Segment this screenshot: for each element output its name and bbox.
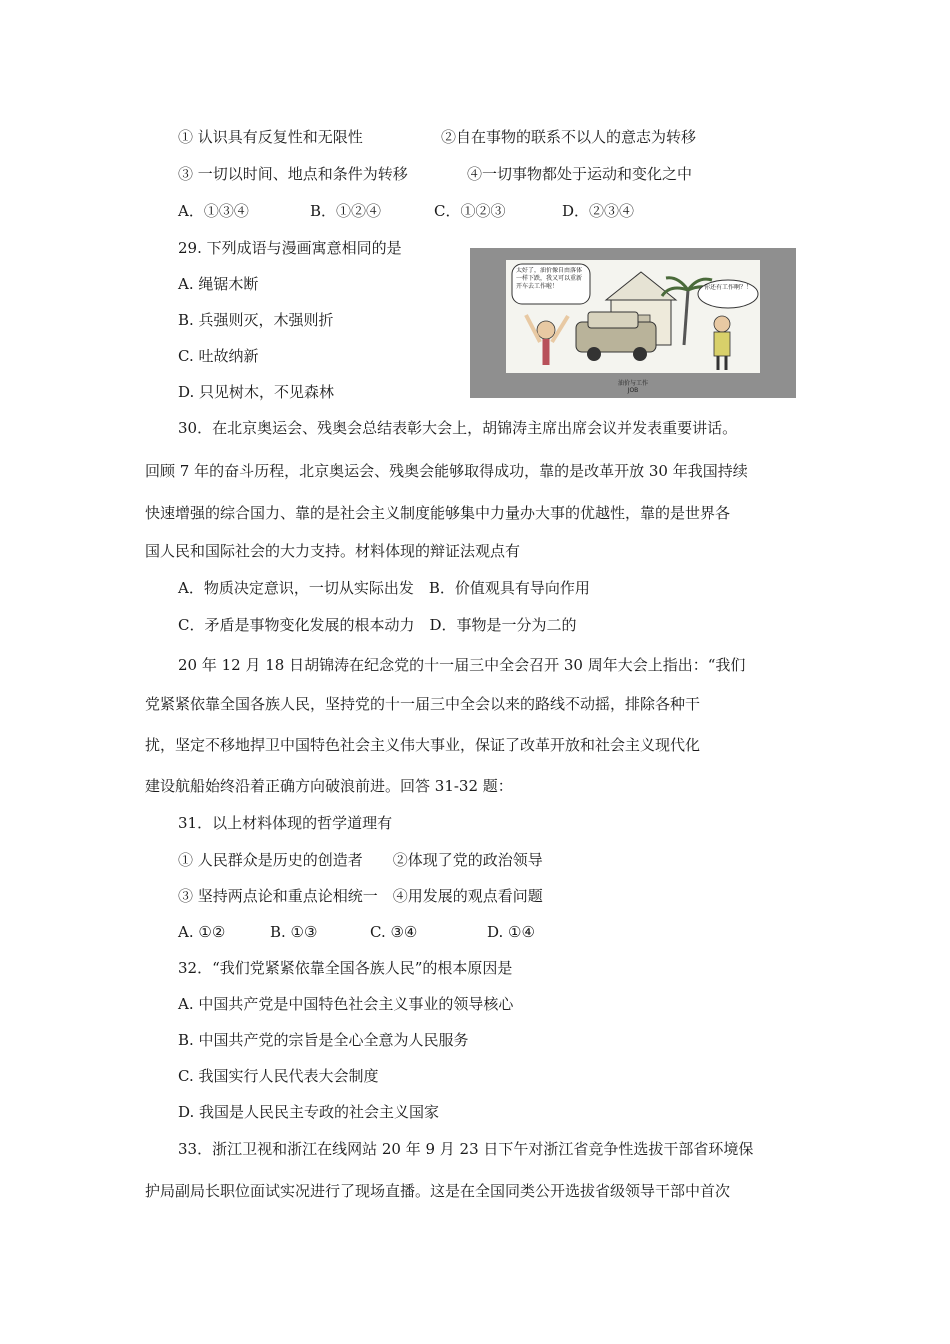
q30-line-4: 国人民和国际社会的大力支持。材料体现的辩证法观点有 — [145, 542, 521, 560]
cartoon-drawing — [506, 260, 760, 373]
q28-item-2: ②自在事物的联系不以人的意志为转移 — [441, 128, 697, 146]
q31-option-a: A. ①② — [178, 923, 226, 941]
q28-option-b: B．①②④ — [310, 202, 382, 220]
q33-line-1: 33．浙江卫视和浙江在线网站 20 年 9 月 23 日下午对浙江省竞争性选拔干部省环境保 — [178, 1140, 754, 1158]
cartoon-bubble-left: 太好了，油价像自由落体一样下跌，我又可以重新开车去工作啦！ — [516, 267, 583, 290]
q28-options — [178, 201, 634, 221]
q30-options-cd: C．矛盾是事物变化发展的根本动力 D．事物是一分为二的 — [178, 616, 577, 634]
q28-option-c: C．①②③ — [434, 202, 506, 220]
q32-option-d: D. 我国是人民民主专政的社会主义国家 — [178, 1103, 440, 1121]
q32-option-c: C. 我国实行人民代表大会制度 — [178, 1067, 379, 1085]
cartoon-caption-title: 油价与工作 — [617, 380, 648, 387]
q29-option-a: A. 绳锯木断 — [178, 275, 259, 293]
q28-option-d: D．②③④ — [562, 202, 635, 220]
material-line-1: 20 年 12 月 18 日胡锦涛在纪念党的十一届三中全会召开 30 周年大会上指出：“我们 — [178, 656, 746, 674]
q30-options-ab: A．物质决定意识，一切从实际出发 B．价值观具有导向作用 — [178, 579, 590, 597]
q30-line-3: 快速增强的综合国力、靠的是社会主义制度能够集中力量办大事的优越性，靠的是世界各 — [145, 504, 731, 522]
q33-line-2: 护局副局长职位面试实况进行了现场直播。这是在全国同类公开选拔省级领导干部中首次 — [145, 1182, 731, 1200]
q31-option-d: D. ①④ — [487, 923, 535, 941]
q31-stem: 31．以上材料体现的哲学道理有 — [178, 814, 393, 832]
cartoon-bubble-right: 你还有工作啊？！ — [704, 284, 752, 291]
q30-line-2: 回顾 7 年的奋斗历程，北京奥运会、残奥会能够取得成功，靠的是改革开放 30 年我国持续 — [145, 462, 748, 480]
q31-items-1: ① 人民群众是历史的创造者 ②体现了党的政治领导 — [178, 851, 543, 869]
q28-item-3: ③ 一切以时间、地点和条件为转移 — [178, 165, 408, 183]
q28-item-4: ④一切事物都处于运动和变化之中 — [467, 165, 693, 183]
cartoon-image — [470, 248, 796, 398]
q30-line-1: 30．在北京奥运会、残奥会总结表彰大会上，胡锦涛主席出席会议并发表重要讲话。 — [178, 419, 738, 437]
cartoon-caption-job: JOB — [627, 387, 639, 394]
q32-option-a: A. 中国共产党是中国特色社会主义事业的领导核心 — [178, 995, 514, 1013]
material-line-2: 党紧紧依靠全国各族人民，坚持党的十一届三中全会以来的路线不动摇，排除各种干 — [145, 695, 701, 713]
q28-option-a: A．①③④ — [178, 202, 249, 220]
material-line-4: 建设航船始终沿着正确方向破浪前进。回答 31-32 题： — [145, 777, 513, 795]
q29-stem: 29. 下列成语与漫画寓意相同的是 — [178, 239, 402, 257]
q29-option-b: B. 兵强则灭，木强则折 — [178, 311, 334, 329]
q28-item-1: ① 认识具有反复性和无限性 — [178, 128, 363, 146]
q31-items-2: ③ 坚持两点论和重点论相统一 ④用发展的观点看问题 — [178, 887, 543, 905]
q31-options — [178, 922, 535, 942]
q31-option-c: C. ③④ — [370, 923, 418, 941]
q31-option-b: B. ①③ — [270, 923, 318, 941]
q29-option-c: C. 吐故纳新 — [178, 347, 259, 365]
cartoon-panel — [506, 260, 760, 373]
q32-option-b: B. 中国共产党的宗旨是全心全意为人民服务 — [178, 1031, 469, 1049]
q32-stem: 32．“我们党紧紧依靠全国各族人民”的根本原因是 — [178, 959, 513, 977]
material-line-3: 扰，坚定不移地捍卫中国特色社会主义伟大事业，保证了改革开放和社会主义现代化 — [145, 736, 701, 754]
q29-option-d: D. 只见树木，不见森林 — [178, 383, 335, 401]
